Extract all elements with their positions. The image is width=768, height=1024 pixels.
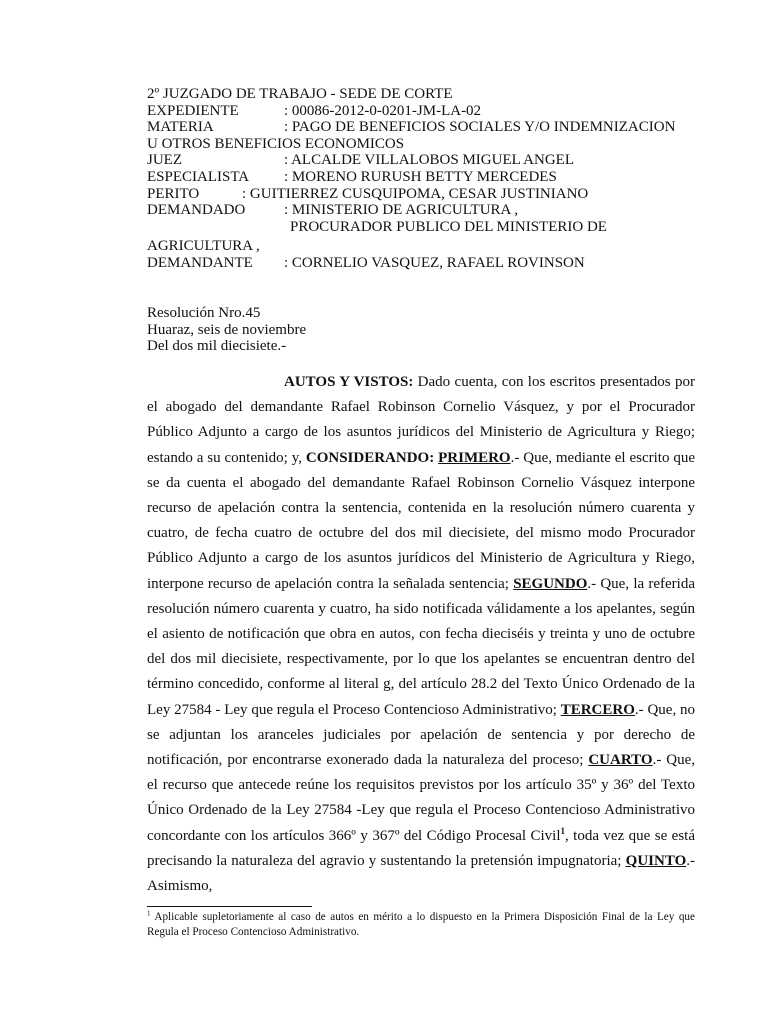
header-value: : MORENO RURUSH BETTY MERCEDES [284,168,557,185]
body-text-segment: .- Que, no se adjuntan los aranceles judiciales por apelación de sentencia y por derecho de notificación, por encontrarse exonerado dada la naturaleza del proceso; [147,701,695,769]
considerando-label: CONSIDERANDO: [305,449,435,466]
footnote-reference: 1 [560,825,565,836]
body-text-segment: .- Que, la referida resolución número cuarenta y cuatro, ha sido notificada válidamente a los apelantes, según el asiento de notificación que obra en autos, con fecha dieciséis y treinta y uno de octubre del dos mil diecisiete, respectivamente, por lo que los apelantes se encuentran dentro del término concedido, conforme al literal g, del artículo 28.2 del Texto Único Ordenado de la Ley 27584 - Ley que regula el Proceso Contencioso Administrativo; [147,575,696,718]
header-value: : PAGO DE BENEFICIOS SOCIALES Y/O INDEMNIZACION [284,119,676,136]
header-value: AGRICULTURA , [147,238,260,255]
resolution-body [147,370,695,899]
resolution-number: Resolución Nro.45 [147,305,261,321]
case-header [147,86,675,272]
header-value: PROCURADOR PUBLICO DEL MINISTERIO DE [290,218,607,235]
resolution-place-date: Huaraz, seis de noviembre [147,321,307,338]
header-label: ESPECIALISTA [147,168,250,185]
header-value: : MINISTERIO DE AGRICULTURA , [284,202,519,219]
header-row-materia-continued [147,136,675,153]
header-row-juez [147,152,675,169]
header-row-demandado-continued [147,219,675,236]
autos-y-vistos-label: AUTOS Y VISTOS: [284,374,414,390]
court-name [147,86,675,103]
body-text-segment: , toda vez que se está precisando la naturaleza del agravio y sustentando la pretensión impugnatoria; [147,827,695,869]
body-text-segment: .- Asimismo, [147,852,695,895]
cuarto-label: CUARTO [588,752,653,769]
header-label: PERITO [147,185,200,202]
header-label: EXPEDIENTE [147,102,239,119]
resolution-year: Del dos mil diecisiete.- [147,338,287,355]
header-value: : 00086-2012-0-0201-JM-LA-02 [284,102,482,119]
header-row-perito [147,186,675,203]
body-text-segment: .- Que, el recurso que antecede reúne los requisitos previstos por los artículo 35º y 36º del Texto Único Ordenado de la Ley 27584 -Ley que regula el Proceso Contencioso Administrativo concordante con los artículos 366º y 367º del Código Procesal Civil [147,752,695,844]
header-value: : CORNELIO VASQUEZ, RAFAEL ROVINSON [284,254,585,271]
header-value: : ALCALDE VILLALOBOS MIGUEL ANGEL [284,152,574,169]
footnote-text: Aplicable supletoriamente al caso de autos en mérito a lo dispuesto en la Primera Disposición Final de la Ley que Regula el Proceso Contencioso Administrativo. [147,911,695,938]
tercero-label: TERCERO [560,701,635,718]
header-label: MATERIA [147,119,214,136]
quinto-label: QUINTO [625,852,687,869]
header-row-materia [147,119,675,136]
header-row-especialista [147,169,675,186]
header-value: U OTROS BENEFICIOS ECONOMICOS [147,135,405,152]
body-text-segment: .- Que, mediante el escrito que se da cuenta el abogado del demandante Rafael Robinson Cornelio Vásquez interpone recurso de apelación contra la sentencia, contenida en la resolución número cuarenta y cuatro, de fecha cuatro de octubre del dos mil diecisiete, del mismo modo Procurador Público Adjunto a cargo de los asuntos jurídicos del Ministerio de Agricultura y Riego, interpone recurso de apelación contra la señalada sentencia; [147,449,695,592]
body-text-segment: Dado cuenta, con los escritos presentados por el abogado del demandante Rafael Robinson Cornelio Vásquez, y por el Procurador Público Adjunto a cargo de los asuntos jurídicos del Ministerio de Agricultura y Riego; estando a su contenido; y, [147,374,696,466]
header-row-expediente [147,103,675,120]
header-row-demandante [147,255,675,272]
segundo-label: SEGUNDO [513,575,588,592]
header-row-demandado [147,202,675,219]
body-paragraph [147,370,695,899]
footnote-number: 1 [147,909,151,918]
court-label: 2º JUZGADO DE TRABAJO - SEDE DE CORTE [147,86,453,102]
footnote-divider [147,906,312,907]
footnote [147,910,695,939]
header-label: JUEZ [147,152,182,169]
primero-label: PRIMERO [438,449,511,466]
header-value: : GUITIERREZ CUSQUIPOMA, CESAR JUSTINIANO [242,185,589,202]
resolution-block [147,305,306,355]
header-label: DEMANDADO [147,202,246,219]
header-label: DEMANDANTE [147,254,253,271]
header-row-demandado-continued-2 [147,238,675,255]
